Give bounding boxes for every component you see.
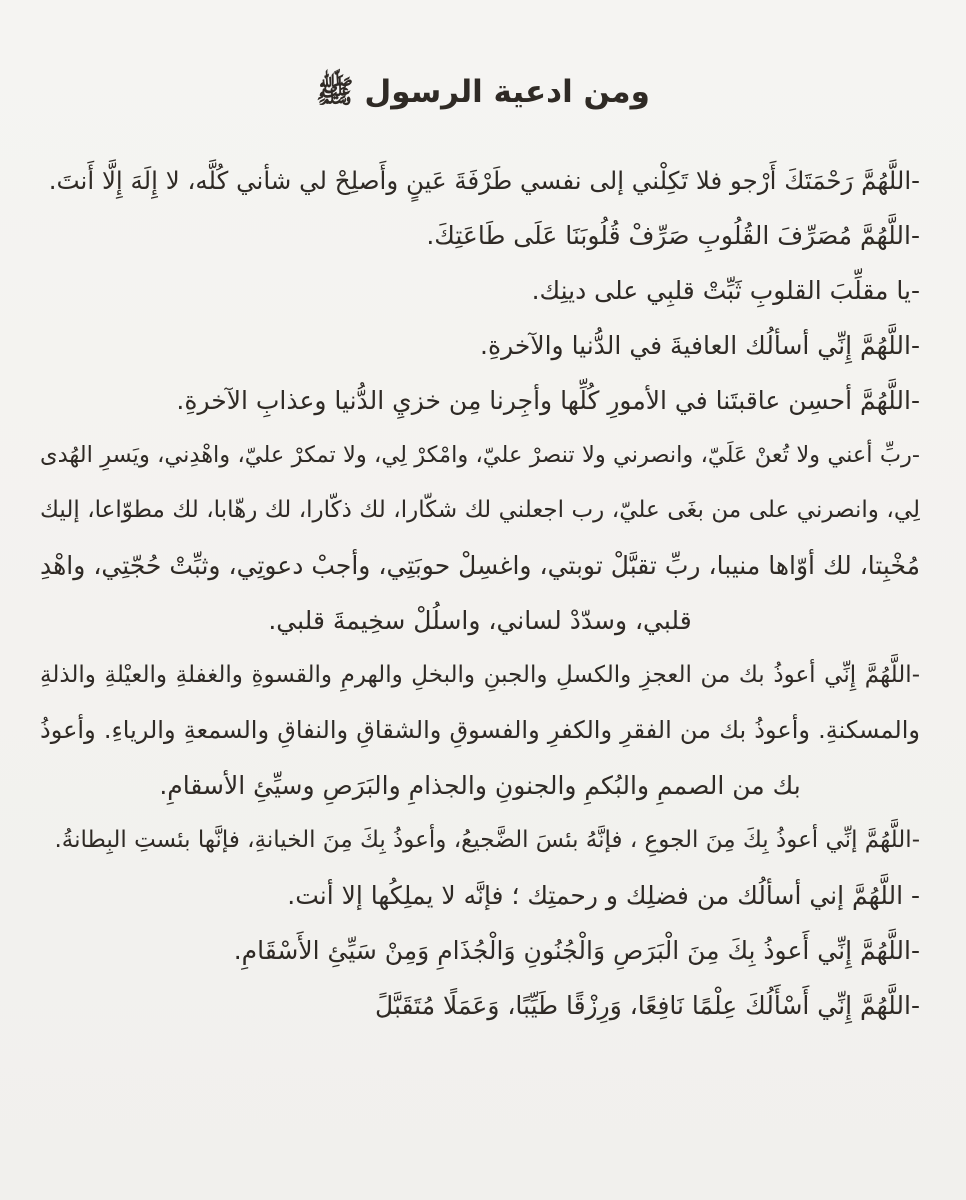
text-line: -يا مقلِّبَ القلوبِ ثَبِّتْ قلبِي على دينِك. — [531, 276, 920, 305]
supplications-body — [40, 153, 920, 1033]
text-line: لِي، وانصرني على من بغَى عليّ، رب اجعلني لك شكّارا، لك ذكّارا، لك رهّابا، لك مطوّاعا، إليك — [40, 497, 920, 523]
page-title: ومن ادعية الرسول ﷺ — [316, 74, 650, 110]
text-line: -اللَّهُمَّ إِنِّي أعوذُ بك من العجزِ والكسلِ والجبنِ والبخلِ والهرمِ والقسوةِ والغفلةِ والعيْلةِ والذلةِ — [40, 662, 920, 688]
text-line: -اللَّهُمَّ إنِّي أعوذُ بِكَ مِنَ الجوعِ ، فإنَّهُ بئسَ الضَّجيعُ، وأعوذُ بِكَ مِنَ الخيانةِ، فإنَّها بئستِ البِطانةُ. — [54, 827, 920, 853]
text-line: مُخْبِتا، لك أوّاها منيبا، ربِّ تقبَّلْ توبتي، واغسِلْ حوبَتِي، وأجبْ دعوتِي، وثبِّتْ حُجّتِي، واهْدِ — [40, 551, 920, 580]
text-line: -اللَّهُمَّ إِنِّي أَسْأَلُكَ عِلْمًا نَافِعًا، وَرِزْقًا طَيِّبًا، وَعَمَلًا مُتَقَبَّلً — [375, 991, 920, 1020]
text-line: - اللَّهُمَّ إني أسألُك من فضلِك و رحمتِك ؛ فإنَّه لا يملِكُها إلا أنت. — [287, 881, 920, 910]
text-line: -اللَّهُمَّ إِنِّي أَعوذُ بِكَ مِنَ الْبَرَصِ وَالْجُنُونِ وَالْجُذَامِ وَمِنْ سَيِّئِ الأَسْقَامِ. — [233, 936, 920, 965]
text-line: -اللَّهُمَّ إِنِّي أسألُك العافيةَ في الدُّنيا والآخرةِ. — [480, 331, 920, 360]
text-line: -اللَّهُمَّ رَحْمَتَكَ أَرْجو فلا تَكِلْني إلى نفسي طَرْفَةَ عَينٍ وأَصلِحْ لي شأني كُلَّه، لا إِلَهَ إِلَّا أَنتَ. — [48, 166, 920, 195]
text-line: قلبي، وسدّدْ لساني، واسلُلْ سخِيمةَ قلبي. — [268, 606, 692, 635]
text-line: بك من الصممِ والبُكمِ والجنونِ والجذامِ والبَرَصِ وسيِّئِ الأسقامِ. — [159, 771, 801, 800]
text-line: -اللَّهُمَّ أحسِن عاقبتَنا في الأمورِ كُلِّها وأجِرنا مِن خزيِ الدُّنيا وعذابِ الآخرةِ. — [176, 386, 920, 415]
text-line: -ربِّ أعني ولا تُعنْ عَلَيّ، وانصرني ولا تنصرْ عليّ، وامْكرْ لِي، ولا تمكرْ عليّ، واهْدِني، ويَسرِ الهُدى — [40, 442, 920, 468]
text-line: والمسكنةِ. وأعوذُ بك من الفقرِ والكفرِ والفسوقِ والشقاقِ والنفاقِ والسمعةِ والرياءِ. وأعوذُ — [40, 716, 920, 744]
text-line: -اللَّهُمَّ مُصَرِّفَ القُلُوبِ صَرِّفْ قُلُوبَنَا عَلَى طَاعَتِكَ. — [426, 221, 920, 250]
